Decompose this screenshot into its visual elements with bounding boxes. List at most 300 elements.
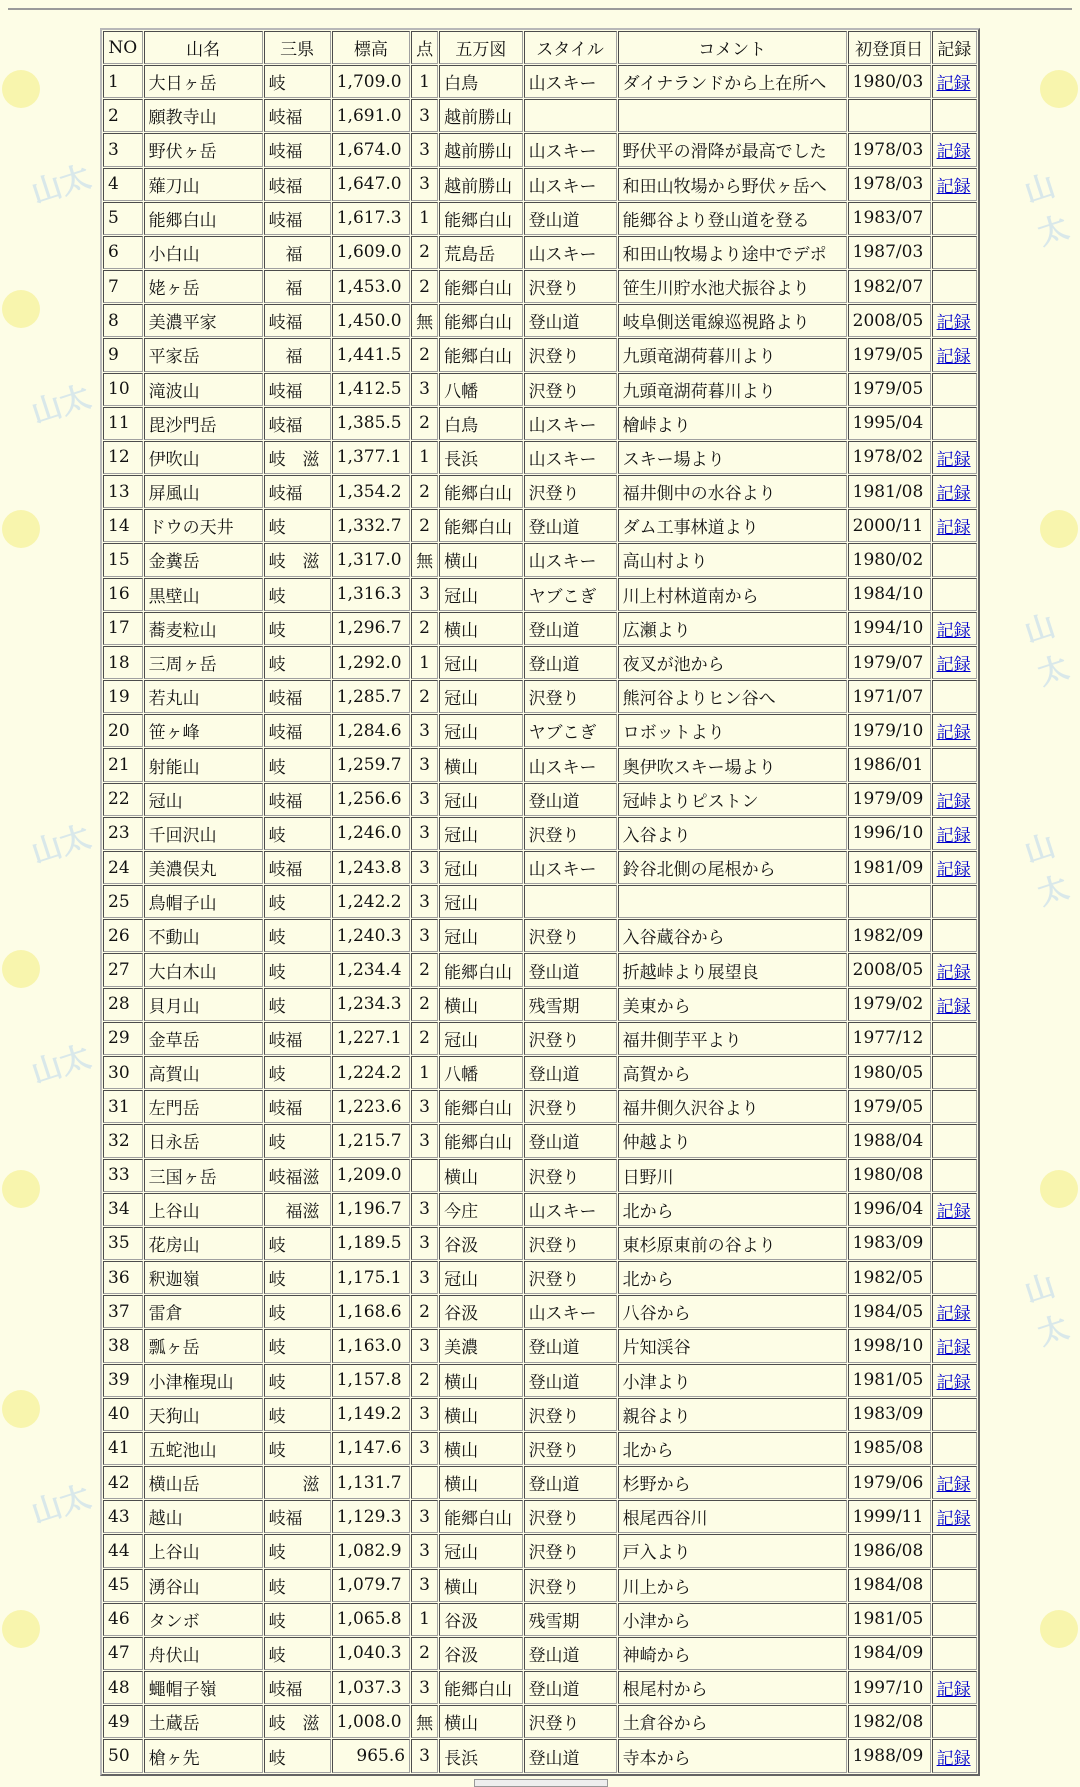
table-row [103, 1090, 977, 1123]
cell-name: 高賀山 [144, 1056, 263, 1089]
cell-style: 山スキー [524, 407, 617, 440]
cell-elevation: 1,149.2 [332, 1398, 410, 1431]
cell-name: 土蔵岳 [144, 1705, 263, 1738]
cell-record [932, 168, 977, 201]
table-row [103, 1227, 977, 1260]
cell-name: 伊吹山 [144, 441, 263, 474]
cell-no: 19 [103, 680, 143, 713]
cell-pref: 岐福 [264, 1500, 331, 1533]
cell-map: 横山 [439, 1398, 522, 1431]
cell-record [932, 1637, 977, 1670]
cell-point: 3 [411, 1090, 438, 1123]
cell-style: 沢登り [524, 270, 617, 303]
record-link[interactable]: 記録 [936, 1475, 971, 1496]
record-link[interactable]: 記録 [936, 1372, 971, 1393]
cell-date: 1981/08 [848, 475, 931, 508]
cell-point: 2 [411, 612, 438, 645]
cell-pref: 岐福滋 [264, 1159, 331, 1192]
cell-name: 槍ヶ先 [144, 1739, 263, 1773]
cell-name: 湧谷山 [144, 1569, 263, 1602]
cell-date: 1979/02 [848, 988, 931, 1021]
cell-record [932, 1500, 977, 1533]
header-pref: 三県 [264, 31, 331, 64]
cell-record [932, 1603, 977, 1636]
cell-comment: 九頭竜湖荷暮川より [618, 338, 847, 371]
cell-map: 冠山 [439, 1022, 522, 1055]
record-link[interactable]: 記録 [936, 1304, 971, 1325]
cell-elevation: 1,674.0 [332, 133, 410, 166]
background-dot [2, 70, 40, 108]
header-elevation: 標高 [332, 31, 410, 64]
cell-no: 3 [103, 133, 143, 166]
table-row [103, 680, 977, 713]
cell-date: 1983/09 [848, 1398, 931, 1431]
cell-point: 2 [411, 680, 438, 713]
cell-record [932, 338, 977, 371]
record-link[interactable]: 記録 [936, 518, 971, 539]
table-row [103, 1671, 977, 1704]
cell-date: 1997/10 [848, 1671, 931, 1704]
cell-date: 2008/05 [848, 304, 931, 337]
cell-no: 5 [103, 202, 143, 235]
record-link[interactable]: 記録 [936, 996, 971, 1017]
cell-no: 32 [103, 1124, 143, 1157]
cell-name: 薙刀山 [144, 168, 263, 201]
cell-no: 12 [103, 441, 143, 474]
cell-style: 沢登り [524, 919, 617, 952]
cell-pref: 岐 [264, 1398, 331, 1431]
cell-style [524, 885, 617, 918]
cell-name: 千回沢山 [144, 817, 263, 850]
cell-no: 25 [103, 885, 143, 918]
cell-point: 3 [411, 1261, 438, 1294]
cell-point: 2 [411, 953, 438, 986]
cell-date: 1996/10 [848, 817, 931, 850]
cell-style: 沢登り [524, 1159, 617, 1192]
cell-date: 1985/08 [848, 1432, 931, 1465]
cell-comment: ダム工事林道より [618, 509, 847, 542]
cell-no: 27 [103, 953, 143, 986]
cell-pref: 岐 [264, 1432, 331, 1465]
cell-style: 残雪期 [524, 1603, 617, 1636]
cell-map: 冠山 [439, 919, 522, 952]
cell-pref: 福 [264, 338, 331, 371]
cell-no: 8 [103, 304, 143, 337]
cell-elevation: 1,065.8 [332, 1603, 410, 1636]
cell-elevation: 1,008.0 [332, 1705, 410, 1738]
cell-map: 能郷白山 [439, 270, 522, 303]
table-row [103, 1398, 977, 1431]
cell-point: 1 [411, 1603, 438, 1636]
top-horizontal-rule [8, 8, 1072, 10]
cell-elevation: 1,234.3 [332, 988, 410, 1021]
cell-map: 能郷白山 [439, 953, 522, 986]
cell-no: 22 [103, 783, 143, 816]
cell-point: 2 [411, 509, 438, 542]
cell-style: ヤブこぎ [524, 714, 617, 747]
cell-pref: 岐 [264, 817, 331, 850]
cell-point: 3 [411, 1671, 438, 1704]
record-link[interactable]: 記録 [936, 655, 971, 675]
cell-comment: 八谷から [618, 1295, 847, 1328]
cell-date: 1977/12 [848, 1022, 931, 1055]
background-watermark: 山太 [27, 159, 96, 212]
cell-date: 1981/05 [848, 1364, 931, 1397]
record-link[interactable]: 記録 [936, 74, 971, 95]
cell-point: 2 [411, 236, 438, 269]
cell-map: 横山 [439, 612, 522, 645]
cell-point: 無 [411, 543, 438, 576]
record-link[interactable]: 記録 [936, 620, 971, 641]
cell-pref: 岐福 [264, 475, 331, 508]
cell-record [932, 202, 977, 235]
record-link[interactable]: 記録 [936, 1338, 971, 1359]
record-link[interactable]: 記録 [936, 1201, 971, 1222]
record-link[interactable]: 記録 [936, 313, 971, 334]
cell-point: 2 [411, 1295, 438, 1328]
cell-elevation: 1,441.5 [332, 338, 410, 371]
cell-name: 瓢ヶ岳 [144, 1329, 263, 1362]
cell-record [932, 817, 977, 850]
table-row [103, 885, 977, 918]
cell-point: 2 [411, 1022, 438, 1055]
cell-style: 山スキー [524, 65, 617, 98]
cell-name: 願教寺山 [144, 99, 263, 132]
record-link[interactable]: 記録 [936, 825, 971, 846]
table-row [103, 851, 977, 884]
cell-map: 横山 [439, 1705, 522, 1738]
cell-date: 1981/09 [848, 851, 931, 884]
cell-elevation: 1,082.9 [332, 1534, 410, 1567]
cell-record [932, 1261, 977, 1294]
cell-date: 1998/10 [848, 1329, 931, 1362]
cell-point: 3 [411, 748, 438, 781]
cell-record [932, 1295, 977, 1328]
table-row [103, 1295, 977, 1328]
cell-date: 1978/03 [848, 133, 931, 166]
cell-map: 能郷白山 [439, 1671, 522, 1704]
cell-elevation: 1,246.0 [332, 817, 410, 850]
cell-map: 谷汲 [439, 1637, 522, 1670]
cell-name: 野伏ヶ岳 [144, 133, 263, 166]
record-link[interactable]: 記録 [936, 449, 971, 470]
cell-pref: 岐福 [264, 783, 331, 816]
cell-date: 1994/10 [848, 612, 931, 645]
cell-no: 48 [103, 1671, 143, 1704]
cell-comment: ロボットより [618, 714, 847, 747]
table-row [103, 817, 977, 850]
cell-elevation: 1,209.0 [332, 1159, 410, 1192]
record-link[interactable]: 記録 [936, 1509, 971, 1530]
record-link[interactable]: 記録 [936, 1680, 971, 1701]
cell-name: 小白山 [144, 236, 263, 269]
record-link[interactable]: 記録 [936, 1748, 971, 1769]
cell-name: 冠山 [144, 783, 263, 816]
cell-date: 1999/11 [848, 1500, 931, 1533]
cell-point: 3 [411, 1193, 438, 1226]
table-row [103, 1466, 977, 1499]
cell-elevation: 1,227.1 [332, 1022, 410, 1055]
cell-record [932, 1056, 977, 1089]
cell-point: 3 [411, 783, 438, 816]
cell-style: 登山道 [524, 1329, 617, 1362]
cell-comment: 東杉原東前の谷より [618, 1227, 847, 1260]
cell-no: 35 [103, 1227, 143, 1260]
cell-style: 沢登り [524, 1227, 617, 1260]
table-row [103, 1500, 977, 1533]
cell-point: 2 [411, 475, 438, 508]
cell-map: 横山 [439, 988, 522, 1021]
header-style: スタイル [524, 31, 617, 64]
cell-date: 1980/02 [848, 543, 931, 576]
cell-name: 上谷山 [144, 1534, 263, 1567]
cell-record [932, 543, 977, 576]
cell-comment: スキー場より [618, 441, 847, 474]
cell-elevation: 1,617.3 [332, 202, 410, 235]
cell-record [932, 1329, 977, 1362]
cell-pref: 岐 滋 [264, 441, 331, 474]
cell-style: 沢登り [524, 1500, 617, 1533]
cell-name: 貝月山 [144, 988, 263, 1021]
cell-point: 3 [411, 1124, 438, 1157]
cell-comment: 北から [618, 1432, 847, 1465]
cell-map: 能郷白山 [439, 475, 522, 508]
cell-no: 15 [103, 543, 143, 576]
record-link[interactable]: 記録 [936, 347, 971, 368]
cell-point: 無 [411, 1705, 438, 1738]
cell-point: 1 [411, 65, 438, 98]
background-watermark: 山太 [27, 1479, 96, 1532]
cell-map: 横山 [439, 1364, 522, 1397]
cell-map: 横山 [439, 543, 522, 576]
cell-no: 40 [103, 1398, 143, 1431]
cell-pref: 岐 滋 [264, 1705, 331, 1738]
cell-no: 18 [103, 646, 143, 679]
cell-no: 29 [103, 1022, 143, 1055]
cell-date: 1980/03 [848, 65, 931, 98]
cell-style: 登山道 [524, 1466, 617, 1499]
cell-date: 1986/08 [848, 1534, 931, 1567]
cell-no: 50 [103, 1739, 143, 1773]
cell-comment: 福井側中の水谷より [618, 475, 847, 508]
cell-map: 荒島岳 [439, 236, 522, 269]
cell-pref: 岐福 [264, 168, 331, 201]
cell-point: 無 [411, 304, 438, 337]
cell-no: 49 [103, 1705, 143, 1738]
cell-point: 3 [411, 1739, 438, 1773]
cell-date: 1980/05 [848, 1056, 931, 1089]
header-comment: コメント [618, 31, 847, 64]
cell-date: 1983/07 [848, 202, 931, 235]
table-row [103, 509, 977, 542]
background-dot [2, 1390, 40, 1428]
cell-name: 滝波山 [144, 373, 263, 406]
cell-elevation: 1,234.4 [332, 953, 410, 986]
cell-record [932, 1227, 977, 1260]
cell-record [932, 1364, 977, 1397]
cell-style: 登山道 [524, 509, 617, 542]
cell-pref: 岐 [264, 65, 331, 98]
cell-comment: 根尾西谷川 [618, 1500, 847, 1533]
cell-style: 登山道 [524, 646, 617, 679]
cell-point: 2 [411, 1637, 438, 1670]
cell-no: 6 [103, 236, 143, 269]
cell-pref: 岐 [264, 919, 331, 952]
cell-point: 3 [411, 919, 438, 952]
background-dot [1040, 70, 1078, 108]
table-row [103, 988, 977, 1021]
cell-elevation: 1,332.7 [332, 509, 410, 542]
cell-point: 2 [411, 270, 438, 303]
cell-map: 冠山 [439, 783, 522, 816]
cell-point: 1 [411, 1056, 438, 1089]
cell-style: 沢登り [524, 373, 617, 406]
cell-elevation: 1,131.7 [332, 1466, 410, 1499]
cell-map: 白鳥 [439, 65, 522, 98]
cell-date: 1979/05 [848, 1090, 931, 1123]
cell-name: 若丸山 [144, 680, 263, 713]
cell-name: 毘沙門岳 [144, 407, 263, 440]
table-row [103, 338, 977, 371]
record-link[interactable]: 記録 [936, 142, 971, 163]
cell-date [848, 99, 931, 132]
cell-date: 1984/09 [848, 1637, 931, 1670]
record-link[interactable]: 記録 [936, 860, 971, 881]
cell-map: 谷汲 [439, 1295, 522, 1328]
cell-pref: 岐福 [264, 304, 331, 337]
cell-style: 登山道 [524, 304, 617, 337]
cell-map: 冠山 [439, 817, 522, 850]
cell-map: 冠山 [439, 714, 522, 747]
background-dot [2, 1610, 40, 1648]
cell-map: 横山 [439, 1466, 522, 1499]
cell-elevation: 1,175.1 [332, 1261, 410, 1294]
cell-no: 20 [103, 714, 143, 747]
record-link[interactable]: 記録 [936, 723, 971, 744]
cell-no: 4 [103, 168, 143, 201]
cell-style: 山スキー [524, 168, 617, 201]
cell-style: 山スキー [524, 441, 617, 474]
cell-pref: 岐福 [264, 407, 331, 440]
cell-style: 山スキー [524, 543, 617, 576]
cell-name: 射能山 [144, 748, 263, 781]
cell-record [932, 783, 977, 816]
cell-comment: 高山村より [618, 543, 847, 576]
background-watermark: 山太 [1020, 608, 1074, 693]
cell-pref: 岐 [264, 1261, 331, 1294]
cell-point: 3 [411, 373, 438, 406]
table-row [103, 373, 977, 406]
cell-style: 山スキー [524, 133, 617, 166]
table-row [103, 543, 977, 576]
cell-elevation: 1,240.3 [332, 919, 410, 952]
cell-comment: ダイナランドから上在所へ [618, 65, 847, 98]
cell-map: 冠山 [439, 680, 522, 713]
cell-pref: 岐 [264, 1603, 331, 1636]
table-row [103, 1124, 977, 1157]
record-link[interactable]: 記録 [936, 962, 971, 983]
cell-style: 山スキー [524, 851, 617, 884]
cell-map: 八幡 [439, 1056, 522, 1089]
cell-date: 1982/07 [848, 270, 931, 303]
cell-point: 3 [411, 1569, 438, 1602]
cell-name: 金糞岳 [144, 543, 263, 576]
cell-record [932, 714, 977, 747]
cell-map: 越前勝山 [439, 99, 522, 132]
cell-elevation: 1,377.1 [332, 441, 410, 474]
cell-map: 冠山 [439, 1534, 522, 1567]
cell-name: 雷倉 [144, 1295, 263, 1328]
cell-map: 能郷白山 [439, 202, 522, 235]
cell-point: 3 [411, 578, 438, 611]
cell-elevation: 1,412.5 [332, 373, 410, 406]
cell-name: 左門岳 [144, 1090, 263, 1123]
cell-comment: 鈴谷北側の尾根から [618, 851, 847, 884]
cell-no: 28 [103, 988, 143, 1021]
record-link[interactable]: 記録 [936, 484, 971, 505]
table-row [103, 578, 977, 611]
cell-name: 五蛇池山 [144, 1432, 263, 1465]
cell-name: 小津権現山 [144, 1364, 263, 1397]
cell-style: 沢登り [524, 817, 617, 850]
cell-elevation: 1,316.3 [332, 578, 410, 611]
record-link[interactable]: 記録 [936, 791, 971, 812]
cell-comment: 広瀬より [618, 612, 847, 645]
table-row [103, 1022, 977, 1055]
table-row [103, 304, 977, 337]
cell-no: 45 [103, 1569, 143, 1602]
cell-date: 2000/11 [848, 509, 931, 542]
cell-comment: 高賀から [618, 1056, 847, 1089]
cell-point: 2 [411, 338, 438, 371]
horizontal-scrollbar[interactable] [474, 1779, 608, 1787]
cell-comment: 冠峠よりピストン [618, 783, 847, 816]
cell-name: 平家岳 [144, 338, 263, 371]
cell-record [932, 1432, 977, 1465]
cell-comment: 檜峠より [618, 407, 847, 440]
record-link[interactable]: 記録 [936, 176, 971, 197]
cell-name: 日永岳 [144, 1124, 263, 1157]
cell-date: 1971/07 [848, 680, 931, 713]
table-row [103, 1261, 977, 1294]
table-row [103, 612, 977, 645]
cell-comment: 小津から [618, 1603, 847, 1636]
cell-name: 舟伏山 [144, 1637, 263, 1670]
cell-no: 16 [103, 578, 143, 611]
cell-comment: 福井側久沢谷より [618, 1090, 847, 1123]
cell-name: 黒壁山 [144, 578, 263, 611]
cell-record [932, 988, 977, 1021]
cell-point: 2 [411, 988, 438, 1021]
cell-date: 1983/09 [848, 1227, 931, 1260]
cell-pref: 岐福 [264, 714, 331, 747]
cell-date: 1979/05 [848, 373, 931, 406]
table-row [103, 1739, 977, 1773]
cell-comment: 奥伊吹スキー場より [618, 748, 847, 781]
cell-map: 谷汲 [439, 1603, 522, 1636]
cell-style: 沢登り [524, 1569, 617, 1602]
cell-comment: 熊河谷よりヒン谷へ [618, 680, 847, 713]
cell-point: 2 [411, 407, 438, 440]
cell-record [932, 1671, 977, 1704]
cell-map: 冠山 [439, 578, 522, 611]
cell-name: 大白木山 [144, 953, 263, 986]
table-row [103, 475, 977, 508]
cell-no: 26 [103, 919, 143, 952]
cell-comment: 川上村林道南から [618, 578, 847, 611]
cell-no: 33 [103, 1159, 143, 1192]
cell-record [932, 441, 977, 474]
